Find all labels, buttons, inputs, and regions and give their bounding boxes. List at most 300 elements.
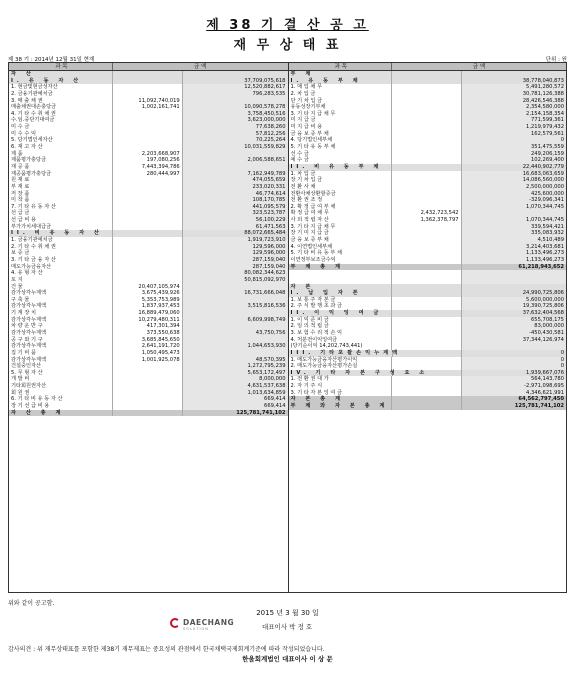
- table-row: [9, 184, 288, 191]
- amount-cell: [462, 343, 566, 350]
- table-row: [289, 270, 567, 277]
- sub-amount-cell: [392, 303, 462, 310]
- table-row: [9, 164, 288, 171]
- account-cell: 3. 기 타 지 급 채 무: [289, 111, 392, 118]
- account-cell: 선 급 금: [9, 210, 113, 217]
- table-row: [9, 370, 288, 377]
- sub-amount-cell: [392, 337, 462, 344]
- amount-cell: 125,781,741,102: [236, 409, 286, 416]
- account-cell: 감가상각누계액: [9, 290, 113, 297]
- sub-amount-cell: [113, 210, 183, 217]
- amount-cell: [462, 277, 566, 284]
- amount-cell: 1,070,344,745: [462, 204, 566, 211]
- account-cell: 예 수 금: [289, 157, 392, 164]
- amount-cell: 129,596,000: [183, 250, 288, 257]
- account-cell: 4. 기 타 수 취 채 권: [9, 111, 113, 118]
- account-cell: 매도가능금융자산: [9, 264, 113, 271]
- amount-cell: 24,990,725,806: [522, 290, 564, 297]
- table-row: [289, 91, 567, 98]
- table-row: [9, 197, 288, 204]
- account-cell: I. 납 입 자 본: [289, 290, 392, 297]
- sub-amount-cell: [113, 137, 183, 144]
- table-row: [289, 98, 567, 105]
- account-cell: 1. 보 통 주 자 본 금: [289, 297, 392, 304]
- table-row: [9, 310, 288, 317]
- table-row: [289, 290, 567, 297]
- account-cell: 이연정부보조금수익: [289, 257, 392, 264]
- sub-amount-cell: [113, 370, 183, 377]
- sub-amount-cell: [392, 396, 462, 403]
- amount-cell: 351,475,559: [462, 144, 566, 151]
- amount-cell: 37,344,126,974: [462, 337, 566, 344]
- amount-cell: 3,623,000,000: [183, 117, 288, 124]
- account-cell: 2. 주 식 발 행 초 과 금: [289, 303, 392, 310]
- sub-amount-cell: [113, 217, 183, 224]
- sub-amount-cell: [392, 376, 462, 383]
- amount-cell: 10,031,559,829: [183, 144, 288, 151]
- sub-amount-cell: [113, 244, 183, 251]
- account-cell: 금 융 보 증 부 채: [289, 237, 392, 244]
- assets-rows: [9, 71, 288, 416]
- account-cell: 건 물: [9, 284, 113, 291]
- table-row: [9, 124, 288, 131]
- sub-amount-cell: [393, 350, 462, 357]
- account-cell: 2. 기 타 수 취 채 권: [9, 244, 113, 251]
- sub-amount-cell: [392, 144, 462, 151]
- amount-cell: 2,500,000,000: [462, 184, 566, 191]
- account-cell: 부 채 와 자 본 총 계: [289, 403, 392, 410]
- sub-amount-cell: [392, 290, 462, 297]
- amount-cell: 61,471,563: [183, 224, 288, 231]
- table-row: [289, 210, 567, 217]
- account-cell: 5. 당기법인세자산: [9, 137, 113, 144]
- amount-cell: 1,939,667,076: [526, 369, 564, 376]
- sub-amount-cell: [113, 91, 183, 98]
- sub-amount-cell: [113, 184, 183, 191]
- table-row: [289, 350, 567, 357]
- account-cell: 2. 임 의 적 립 금: [289, 323, 392, 330]
- amount-cell: 2,154,158,354: [462, 111, 566, 118]
- account-cell: 5. 기 타 비 유 동 부 채: [289, 250, 392, 257]
- table-row: [289, 330, 567, 337]
- amount-cell: 16,731,666,048: [183, 290, 288, 297]
- account-cell: 3. 보 험 수 리 적 손 익: [289, 330, 392, 337]
- table-row: [9, 157, 288, 164]
- amount-cell: [462, 210, 566, 217]
- amount-cell: 10,090,578,278: [183, 104, 288, 111]
- account-cell: 감가상각누계액: [9, 303, 113, 310]
- table-row: [9, 323, 288, 330]
- table-row: [9, 363, 288, 370]
- table-row: [9, 244, 288, 251]
- amount-cell: [183, 284, 288, 291]
- table-row: [9, 91, 288, 98]
- sub-amount-cell: 2,432,723,542: [392, 210, 462, 217]
- table-row: [289, 117, 567, 124]
- amount-cell: 5,491,280,572: [462, 84, 566, 91]
- table-row: [289, 264, 567, 271]
- notice-title: 제 38 기 결 산 공 고: [206, 18, 369, 33]
- amount-cell: 335,083,932: [462, 230, 566, 237]
- account-cell: 선 수 금: [289, 151, 392, 158]
- amount-cell: [183, 310, 288, 317]
- account-cell: 기 계 장 치: [9, 310, 113, 317]
- account-cell: 1. 매도가능금융자산평가이익: [289, 357, 392, 364]
- sub-amount-cell: 5,353,753,989: [113, 297, 183, 304]
- amount-cell: 57,812,256: [183, 131, 288, 138]
- account-cell: 부 채 총 계: [289, 264, 392, 271]
- account-cell: 장 기 선 급 비 용: [9, 403, 113, 410]
- amount-cell: 1,133,496,273: [462, 257, 566, 264]
- table-row: [289, 104, 567, 111]
- table-row: [289, 151, 567, 158]
- amount-cell: 1,044,653,930: [183, 343, 288, 350]
- account-cell: 매출채권대손충당금: [9, 104, 113, 111]
- amount-cell: [183, 337, 288, 344]
- sub-amount-cell: [392, 357, 462, 364]
- sub-amount-cell: [113, 410, 183, 417]
- account-cell: 부가가치세대급금: [9, 224, 113, 231]
- table-row: [289, 191, 567, 198]
- amount-cell: 70,225,264: [183, 137, 288, 144]
- table-row: [289, 224, 567, 231]
- sub-amount-cell: [392, 323, 462, 330]
- sub-amount-cell: [392, 117, 462, 124]
- amount-cell: 48,570,395: [183, 357, 288, 364]
- table-row: [9, 297, 288, 304]
- table-row: [9, 410, 288, 417]
- amount-cell: 64,562,797,450: [518, 396, 564, 403]
- account-cell: (당기순이익 14,202,743,441): [289, 343, 392, 350]
- account-cell: 자 산 총 계: [9, 410, 113, 417]
- account-cell: 6. 기 타 비 유 동 자 산: [9, 396, 113, 403]
- amount-cell: 3,758,450,516: [183, 111, 288, 118]
- sub-amount-cell: 16,889,479,060: [113, 310, 183, 317]
- amount-cell: 3,214,403,681: [462, 244, 566, 251]
- table-row: [9, 337, 288, 344]
- amount-cell: 669,414: [183, 403, 288, 410]
- sub-amount-cell: [113, 230, 183, 237]
- table-row: [9, 84, 288, 91]
- currency-unit: 단위 : 원: [545, 57, 567, 63]
- table-row: [289, 383, 567, 390]
- table-row: [9, 137, 288, 144]
- sub-amount-cell: [392, 310, 462, 317]
- table-row: [289, 376, 567, 383]
- amount-cell: [462, 270, 566, 277]
- amount-cell: 233,020,331: [183, 184, 288, 191]
- table-row: [289, 71, 567, 78]
- account-cell: 회 원 권: [9, 390, 113, 397]
- sub-amount-cell: [113, 144, 183, 151]
- amount-cell: 4,510,489: [462, 237, 566, 244]
- amount-cell: 339,594,421: [462, 224, 566, 231]
- account-cell: 기타회원권자산: [9, 383, 113, 390]
- account-cell: 6. 재 고 자 산: [9, 144, 113, 151]
- sub-amount-cell: [392, 237, 462, 244]
- account-cell: 3. 기 타 자 본 잉 여 금: [289, 390, 392, 397]
- table-row: [9, 284, 288, 291]
- table-row: [9, 383, 288, 390]
- account-cell: 저 장 품: [9, 191, 113, 198]
- table-row: [289, 184, 567, 191]
- table-header-right: [289, 63, 567, 71]
- logo-mark-icon: [170, 618, 180, 628]
- notice-statement: 위와 같이 공고함.: [8, 600, 55, 607]
- table-row: [289, 277, 567, 284]
- account-cell: 1. 금융기관예치금: [9, 237, 113, 244]
- account-cell: 7. 기 타 유 동 자 산: [9, 204, 113, 211]
- account-cell: 4. 당기법인세부채: [289, 137, 392, 144]
- sub-amount-cell: 280,444,997: [113, 171, 183, 178]
- sub-amount-cell: [113, 257, 183, 264]
- table-row: [9, 403, 288, 410]
- account-cell: 1. 매 입 채 무: [289, 84, 392, 91]
- amount-cell: 474,055,659: [183, 177, 288, 184]
- table-row: [9, 204, 288, 211]
- account-cell: 자 본 총 계: [289, 396, 392, 403]
- account-cell: 1. 이 익 준 비 금: [289, 317, 392, 324]
- sub-amount-cell: [113, 131, 183, 138]
- account-cell: 건설중인자산: [9, 363, 113, 370]
- sub-amount-cell: 197,080,256: [113, 157, 183, 164]
- sub-amount-cell: [392, 264, 462, 271]
- amount-cell: [183, 98, 288, 105]
- sub-amount-cell: [113, 396, 183, 403]
- amount-cell: 771,599,361: [462, 117, 566, 124]
- amount-cell: 77,638,260: [183, 124, 288, 131]
- table-row: [289, 323, 567, 330]
- sub-amount-cell: [392, 383, 462, 390]
- account-cell: 2. 금융기관예치금: [9, 91, 113, 98]
- account-cell: 1. 현금및현금성자산: [9, 84, 113, 91]
- amount-cell: 7,162,949,789: [183, 171, 288, 178]
- table-row: [9, 151, 288, 158]
- sub-amount-cell: [392, 317, 462, 324]
- sub-amount-cell: [392, 124, 462, 131]
- account-cell: 5. 무 형 자 산: [9, 370, 113, 377]
- sub-amount-cell: [392, 71, 462, 78]
- ceo-signature: 대표이사 박 정 호: [262, 623, 313, 631]
- table-row: [289, 257, 567, 264]
- account-cell: 공 구 와 기 구: [9, 337, 113, 344]
- account-cell: 제 품: [9, 151, 113, 158]
- sub-amount-cell: [392, 277, 462, 284]
- header-account: 과 목: [289, 63, 392, 70]
- sub-amount-cell: [113, 191, 183, 198]
- sub-amount-cell: 3,675,439,926: [113, 290, 183, 297]
- account-cell: II. 비 유 동 부 채: [289, 164, 392, 171]
- amount-cell: 6,609,998,749: [183, 317, 288, 324]
- amount-cell: 0: [560, 349, 564, 356]
- sub-amount-cell: [113, 250, 183, 257]
- sub-amount-cell: [392, 137, 462, 144]
- sub-amount-cell: [392, 257, 462, 264]
- sub-amount-cell: [393, 370, 462, 377]
- table-row: [9, 270, 288, 277]
- table-header-left: [9, 63, 288, 71]
- account-cell: 자 산: [9, 71, 113, 78]
- account-cell: 2. 자 기 주 식: [289, 383, 392, 390]
- table-row: [289, 343, 567, 350]
- amount-cell: 669,414: [183, 396, 288, 403]
- amount-cell: 108,170,785: [183, 197, 288, 204]
- sub-amount-cell: [392, 91, 462, 98]
- sub-amount-cell: [392, 297, 462, 304]
- amount-cell: 796,283,535: [183, 91, 288, 98]
- sub-amount-cell: [113, 363, 183, 370]
- header-account: 과 목: [9, 63, 113, 70]
- account-cell: 5. 기 타 유 동 부 채: [289, 144, 392, 151]
- sub-amount-cell: [113, 177, 183, 184]
- amount-cell: 1,013,634,859: [183, 390, 288, 397]
- sub-amount-cell: [113, 383, 183, 390]
- amount-cell: 162,579,561: [462, 131, 566, 138]
- account-cell: 4. 이연법인세부채: [289, 244, 392, 251]
- logo-text: DAECHANG: [183, 618, 235, 627]
- sub-amount-cell: 1,362,378,797: [392, 217, 462, 224]
- liabilities-rows: [289, 71, 567, 410]
- assets-side: [9, 63, 288, 592]
- account-cell: 미 착 품: [9, 197, 113, 204]
- account-cell: 선 급 비 용: [9, 217, 113, 224]
- amount-cell: 16,683,063,659: [462, 171, 566, 178]
- table-row: [289, 237, 567, 244]
- account-cell: 전 환 사 채: [289, 184, 392, 191]
- statement-title: 재 무 상 태 표: [233, 38, 342, 53]
- account-cell: 감가상각누계액: [9, 330, 113, 337]
- amount-cell: 2,354,580,000: [462, 104, 566, 111]
- account-cell: II. 이 익 잉 여 금: [289, 310, 392, 317]
- account-cell: 토 지: [9, 277, 113, 284]
- table-row: [289, 78, 567, 85]
- table-row: [9, 191, 288, 198]
- account-cell: 미 지 급 비 용: [289, 124, 392, 131]
- table-row: [9, 376, 288, 383]
- sub-amount-cell: [392, 363, 462, 370]
- account-cell: 제품평가충당금: [9, 157, 113, 164]
- amount-cell: 43,750,756: [183, 330, 288, 337]
- amount-cell: 1,070,344,745: [462, 217, 566, 224]
- sub-amount-cell: 1,050,495,473: [113, 350, 183, 357]
- amount-cell: 0: [462, 357, 566, 364]
- account-cell: 수.임.중단기대여금: [9, 117, 113, 124]
- amount-cell: -329,096,341: [462, 197, 566, 204]
- account-cell: IV. 기 타 자 본 구 성 요 소: [290, 369, 429, 376]
- account-cell: 1. 차 입 금: [289, 171, 392, 178]
- account-cell: [289, 277, 392, 284]
- sub-amount-cell: [392, 191, 462, 198]
- amount-cell: 2,006,588,651: [183, 157, 288, 164]
- amount-cell: 37,709,075,618: [244, 77, 286, 84]
- sub-amount-cell: [392, 78, 462, 85]
- sub-amount-cell: 417,301,394: [113, 323, 183, 330]
- sub-amount-cell: [392, 171, 462, 178]
- amount-cell: 8,000,000: [183, 376, 288, 383]
- account-cell: 3. 매 출 채 권: [9, 98, 113, 105]
- amount-cell: 80,082,344,623: [183, 270, 288, 277]
- amount-cell: 14,086,560,000: [462, 177, 566, 184]
- table-row: [9, 343, 288, 350]
- sub-amount-cell: [113, 204, 183, 211]
- account-cell: 감가상각누계액: [9, 317, 113, 324]
- amount-cell: 655,708,175: [462, 317, 566, 324]
- sub-amount-cell: [392, 177, 462, 184]
- amount-cell: 1,219,979,432: [462, 124, 566, 131]
- account-cell: 전환사채상환할증금: [289, 191, 392, 198]
- sub-amount-cell: [392, 284, 462, 291]
- logo-subtext: SOLUTION: [183, 627, 209, 631]
- amount-cell: -450,430,581: [462, 330, 566, 337]
- table-row: [9, 104, 288, 111]
- table-row: [289, 403, 567, 410]
- amount-cell: 3,515,816,536: [183, 303, 288, 310]
- sub-amount-cell: [113, 111, 183, 118]
- table-row: [289, 197, 567, 204]
- amount-cell: 30,781,126,388: [462, 91, 566, 98]
- table-row: [9, 330, 288, 337]
- account-cell: 차 량 운 반 구: [9, 323, 113, 330]
- sub-amount-cell: 11,092,740,019: [113, 98, 183, 105]
- table-row: [289, 124, 567, 131]
- sub-amount-cell: 1,837,937,453: [113, 303, 183, 310]
- amount-cell: 28,426,546,388: [462, 98, 566, 105]
- account-cell: 2. 매도가능금융자산평가손실: [289, 363, 392, 370]
- sub-amount-cell: [113, 390, 183, 397]
- amount-cell: 4,346,621,991: [462, 390, 566, 397]
- header-amount: 금 액: [193, 64, 207, 70]
- amount-cell: 38,778,040,873: [522, 77, 564, 84]
- sub-amount-cell: 20,407,105,974: [113, 284, 183, 291]
- auditor-signature: 한울회계법인 대표이사 이 상 문: [242, 655, 333, 663]
- account-cell: 집 기 비 품: [9, 350, 113, 357]
- table-row: [289, 250, 567, 257]
- account-cell: [289, 270, 392, 277]
- table-row: [9, 257, 288, 264]
- sub-amount-cell: 1,002,161,741: [113, 104, 183, 111]
- table-row: [289, 370, 567, 377]
- table-row: [9, 117, 288, 124]
- account-cell: 4. 유 형 자 산: [9, 270, 113, 277]
- table-row: [289, 230, 567, 237]
- amount-cell: 129,596,000: [183, 244, 288, 251]
- sub-amount-cell: [113, 403, 183, 410]
- amount-cell: 19,390,725,806: [462, 303, 566, 310]
- sub-amount-cell: [113, 376, 183, 383]
- amount-cell: 0: [462, 363, 566, 370]
- amount-cell: 56,100,229: [183, 217, 288, 224]
- sub-amount-cell: [392, 157, 462, 164]
- account-cell: 미 지 급 금: [289, 117, 392, 124]
- amount-cell: 287,159,040: [183, 264, 288, 271]
- table-row: [289, 111, 567, 118]
- table-row: [9, 303, 288, 310]
- header-amount: 금 액: [472, 64, 486, 70]
- account-cell: 전 환 권 조 정: [289, 197, 392, 204]
- sub-amount-cell: [392, 98, 462, 105]
- audit-opinion: 감사의견 : 위 재무상태표를 포함한 제38기 재무제표는 중요성의 관점에서 한국채택국제회계기준에 따라 작성되었습니다.: [8, 646, 325, 653]
- sub-amount-cell: [113, 237, 183, 244]
- account-cell: 3. 기 타 금 융 자 산: [9, 257, 113, 264]
- sub-amount-cell: [113, 71, 183, 78]
- account-cell: III. 기타포괄손익누계액: [290, 349, 402, 356]
- amount-cell: 88,072,665,484: [244, 230, 286, 237]
- reporting-period: 제 38 기 : 2014년 12월 31일 현재: [8, 57, 95, 63]
- sub-amount-cell: 2,641,191,720: [113, 343, 183, 350]
- table-row: [9, 250, 288, 257]
- account-cell: 감가상각누계액: [9, 357, 113, 364]
- amount-cell: 83,000,000: [462, 323, 566, 330]
